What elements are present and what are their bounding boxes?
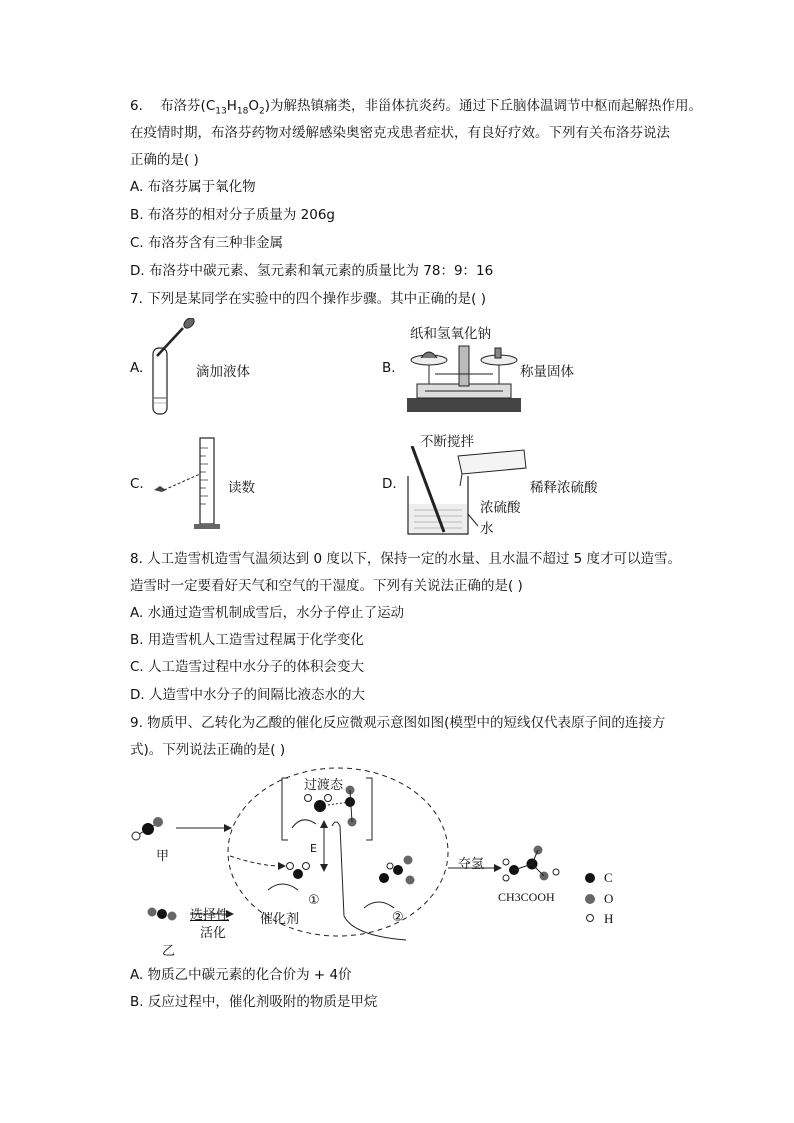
transition-state-label: 过渡态 <box>304 778 344 793</box>
q7-option-b-letter[interactable]: B. <box>382 360 396 376</box>
q7-option-b-top-label: 纸和氢氧化钠 <box>410 326 491 342</box>
q7-option-c-letter[interactable]: C. <box>130 476 144 492</box>
substance-yi-label: 乙 <box>162 944 176 959</box>
legend-h: H <box>604 911 614 926</box>
q7-option-d-letter[interactable]: D. <box>382 476 397 492</box>
product-formula: CH3COOH <box>498 890 555 904</box>
dilution-illustration <box>400 446 540 541</box>
hydrogen-abstraction-label: 夺氢 <box>458 857 485 872</box>
q7-option-d-label3: 水 <box>480 521 494 537</box>
catalyst-label: 催化剂 <box>260 912 300 927</box>
q8-option-d[interactable]: D. 人造雪中水分子的间隔比液态水的大 <box>130 687 365 703</box>
q8-stem-line1: 8. 人工造雪机造雪气温须达到 0 度以下，保持一定的水量、且水温不超过 5 度才可以造雪。 <box>130 551 682 567</box>
q9-option-a[interactable]: A. 物质乙中碳元素的化合价为 + 4价 <box>130 967 352 983</box>
q9-stem-line2: 式)。下列说法正确的是( ) <box>130 742 286 758</box>
q6-option-d[interactable]: D. 布洛芬中碳元素、氢元素和氧元素的质量比为 78：9：16 <box>130 263 494 279</box>
step-1-marker: ① <box>308 893 320 908</box>
q6-stem-line3: 正确的是( ) <box>130 152 199 168</box>
q8-option-b[interactable]: B. 用造雪机人工造雪过程属于化学变化 <box>130 632 364 648</box>
q9-stem-line1: 9. 物质甲、乙转化为乙酸的催化反应微观示意图如图(模型中的短线仅代表原子间的连接方 <box>130 715 666 731</box>
q8-option-c[interactable]: C. 人工造雪过程中水分子的体积会变大 <box>130 659 365 675</box>
q7-stem: 7. 下列是某同学在实验中的四个操作步骤。其中正确的是( ) <box>130 291 486 307</box>
q7-option-a-letter[interactable]: A. <box>130 360 144 376</box>
energy-label: E <box>310 842 317 855</box>
q6-option-b[interactable]: B. 布洛芬的相对分子质量为 206g <box>130 207 335 223</box>
q7-option-a-label: 滴加液体 <box>196 364 250 380</box>
q7-option-b-label: 称量固体 <box>520 364 574 380</box>
activation-label: 活化 <box>200 926 227 941</box>
q6-option-c[interactable]: C. 布洛芬含有三种非金属 <box>130 235 284 251</box>
q7-option-d-label1: 稀释浓硫酸 <box>530 480 598 496</box>
q9-option-b[interactable]: B. 反应过程中，催化剂吸附的物质是甲烷 <box>130 994 378 1010</box>
q6-stem-line1: 6. 布洛芬$(C_{13}H_{18}O_2)$为解热镇痛类，非甾体抗炎药。通过下丘脑体温调节中枢而起解热作用。 <box>130 98 702 117</box>
selective-label: 选择性 <box>190 908 230 923</box>
q6-stem-line2: 在疫情时期，布洛芬药物对缓解感染奥密克戎患者症状，有良好疗效。下列有关布洛芬说法 <box>130 125 670 141</box>
legend-o: O <box>604 891 614 906</box>
q6-option-a[interactable]: A. 布洛芬属于氧化物 <box>130 179 256 195</box>
graduated-cylinder-illustration <box>150 434 230 534</box>
substance-jia-label: 甲 <box>156 849 170 864</box>
q7-option-d-label2: 浓硫酸 <box>480 500 521 516</box>
q8-stem-line2: 造雪时一定要看好天气和空气的干湿度。下列有关说法正确的是( ) <box>130 578 523 594</box>
q8-option-a[interactable]: A. 水通过造雪机制成雪后，水分子停止了运动 <box>130 605 405 621</box>
legend-c: C <box>604 870 613 885</box>
q7-option-d-top-label: 不断搅拌 <box>420 434 474 450</box>
balance-illustration <box>405 338 523 414</box>
step-2-marker: ② <box>392 910 404 925</box>
q7-option-c-label: 读数 <box>228 480 255 496</box>
q6-number: 6. <box>130 98 143 114</box>
